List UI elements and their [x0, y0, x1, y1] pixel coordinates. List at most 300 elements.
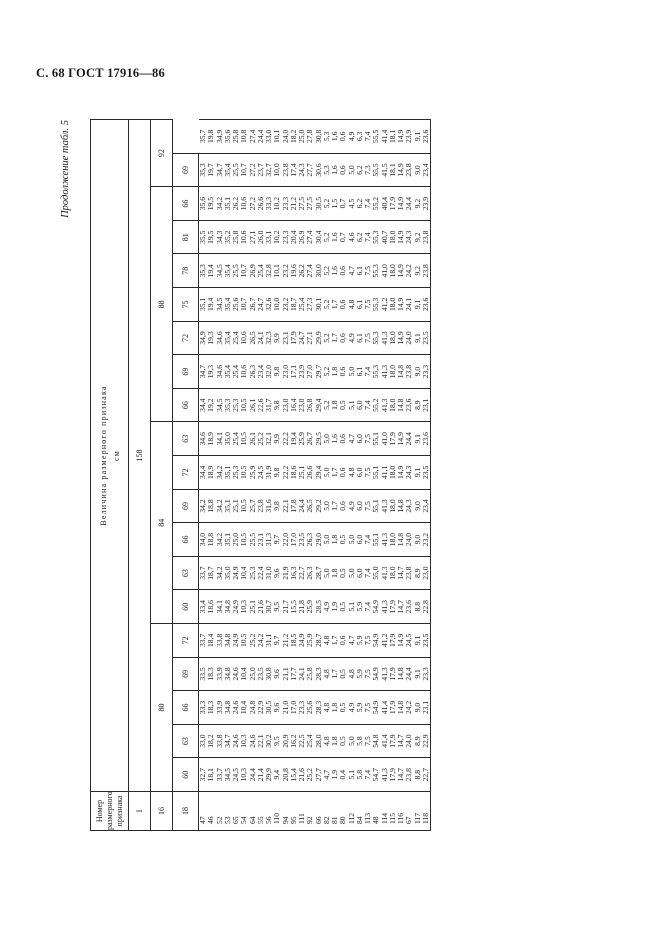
value-cell: 25,6: [232, 288, 240, 322]
value-cell: 35,1: [224, 489, 232, 523]
value-cell: 5,9: [356, 624, 364, 658]
value-cell: 41,4: [381, 691, 389, 725]
value-cell: 24,0: [405, 523, 413, 557]
value-cell: 24,6: [232, 691, 240, 725]
value-cell: 7,5: [364, 724, 372, 758]
value-cell: 0,6: [339, 355, 347, 389]
value-cell: 31,3: [265, 523, 273, 557]
value-cell: 23,7: [257, 153, 265, 187]
value-cell: 30,8: [315, 120, 323, 154]
value-cell: 34,8: [224, 691, 232, 725]
value-cell: 23,3: [282, 187, 290, 221]
value-cell: 24,8: [249, 691, 257, 725]
value-cell: 35,4: [224, 254, 232, 288]
value-cell: 4,8: [323, 657, 331, 691]
value-cell: 34,1: [216, 590, 224, 624]
value-cell: 24,4: [405, 187, 413, 221]
value-cell: 35,1: [224, 456, 232, 490]
value-cell: 18,1: [207, 758, 215, 792]
value-cell: 29,5: [315, 422, 323, 456]
value-cell: 33,8: [216, 724, 224, 758]
value-cell: 6,1: [356, 288, 364, 322]
value-cell: 21,2: [282, 624, 290, 658]
value-cell: 54,7: [372, 758, 380, 792]
value-cell: 35,3: [199, 153, 208, 187]
value-cell: 14,9: [397, 422, 405, 456]
value-cell: 23,4: [257, 355, 265, 389]
value-cell: 1,7: [331, 657, 339, 691]
value-cell: 25,1: [232, 489, 240, 523]
value-cell: 1,8: [331, 388, 339, 422]
value-cell: 9,0: [414, 691, 422, 725]
value-cell: 26,3: [249, 355, 257, 389]
value-cell: 35,3: [199, 254, 208, 288]
value-cell: 55,0: [372, 556, 380, 590]
value-cell: 10,0: [273, 153, 281, 187]
value-cell: 25,4: [232, 321, 240, 355]
value-cell: 17,0: [290, 691, 298, 725]
value-cell: 54,9: [372, 657, 380, 691]
value-cell: 23,8: [405, 153, 413, 187]
value-cell: 32,0: [265, 355, 273, 389]
row-number-cell: 84: [356, 792, 364, 831]
value-cell: 5,2: [323, 220, 331, 254]
value-cell: 10,6: [240, 187, 248, 221]
value-cell: 28,7: [315, 556, 323, 590]
value-cell: 18,0: [389, 456, 397, 490]
value-cell: 5,8: [356, 724, 364, 758]
value-cell: 25,5: [232, 254, 240, 288]
value-cell: 23,6: [422, 422, 431, 456]
value-cell: 22,2: [282, 422, 290, 456]
value-cell: 9,2: [414, 187, 422, 221]
value-cell: 1,7: [331, 624, 339, 658]
header-size-col: 69: [173, 657, 199, 691]
value-cell: 29,2: [315, 489, 323, 523]
value-cell: 6,2: [356, 153, 364, 187]
value-cell: 17,9: [389, 187, 397, 221]
value-cell: 22,6: [257, 388, 265, 422]
row-number-cell: 81: [331, 792, 339, 831]
value-cell: 30,5: [315, 187, 323, 221]
value-cell: 23,9: [422, 187, 431, 221]
value-cell: 30,1: [315, 288, 323, 322]
value-cell: 4,5: [348, 187, 356, 221]
value-cell: 30,5: [265, 691, 273, 725]
value-cell: 5,0: [348, 523, 356, 557]
value-cell: 24,1: [405, 288, 413, 322]
header-number-label: Номер размерного признака: [91, 792, 129, 831]
value-cell: 1,8: [331, 355, 339, 389]
value-cell: 8,8: [414, 758, 422, 792]
value-cell: 17,9: [389, 758, 397, 792]
value-cell: 5,2: [323, 187, 331, 221]
value-cell: 24,6: [232, 657, 240, 691]
value-cell: 34,5: [216, 288, 224, 322]
value-cell: 23,1: [282, 321, 290, 355]
row-number-cell: 66: [315, 792, 323, 831]
value-cell: 19,3: [207, 355, 215, 389]
value-cell: 9,8: [273, 456, 281, 490]
value-cell: 0,5: [339, 556, 347, 590]
value-cell: 14,9: [397, 187, 405, 221]
value-cell: 23,5: [257, 657, 265, 691]
row-number-cell: 110: [273, 792, 281, 831]
value-cell: 25,4: [306, 724, 314, 758]
value-cell: 54,8: [372, 724, 380, 758]
value-cell: 17,1: [290, 355, 298, 389]
value-cell: 23,8: [422, 220, 431, 254]
value-cell: 20,9: [282, 724, 290, 758]
header-size-col: 66: [173, 691, 199, 725]
value-cell: 55,2: [372, 187, 380, 221]
value-cell: 25,3: [249, 556, 257, 590]
value-cell: 10,4: [240, 691, 248, 725]
value-cell: 18,3: [207, 657, 215, 691]
header-size-col: 60: [173, 590, 199, 624]
value-cell: 8,9: [414, 724, 422, 758]
value-cell: 29,9: [315, 321, 323, 355]
row-number-cell: 114: [381, 792, 389, 831]
value-cell: 10,6: [240, 220, 248, 254]
value-cell: 23,8: [405, 556, 413, 590]
value-cell: 5,0: [323, 489, 331, 523]
value-cell: 4,8: [323, 691, 331, 725]
value-cell: 18,0: [389, 220, 397, 254]
row-number-cell: 46: [207, 792, 215, 831]
value-cell: 29,7: [315, 355, 323, 389]
value-cell: 26,2: [232, 187, 240, 221]
value-cell: 23,1: [257, 523, 265, 557]
value-cell: 21,1: [282, 657, 290, 691]
value-cell: 27,7: [306, 153, 314, 187]
table-caption: Продолжение табл. 5: [60, 120, 71, 218]
value-cell: 24,3: [298, 153, 306, 187]
value-cell: 4,7: [323, 758, 331, 792]
value-cell: 55,3: [372, 321, 380, 355]
value-cell: 28,3: [315, 657, 323, 691]
header-unit: см: [111, 450, 121, 462]
value-cell: 26,2: [298, 254, 306, 288]
value-cell: 14,8: [397, 657, 405, 691]
value-cell: 24,0: [405, 724, 413, 758]
value-cell: 6,0: [356, 422, 364, 456]
value-cell: 9,1: [414, 321, 422, 355]
value-cell: 14,7: [397, 590, 405, 624]
value-cell: 17,7: [290, 657, 298, 691]
value-cell: 35,4: [224, 153, 232, 187]
value-cell: 10,4: [240, 657, 248, 691]
value-cell: 18,0: [389, 288, 397, 322]
value-cell: 10,5: [240, 624, 248, 658]
value-cell: 19,5: [207, 220, 215, 254]
value-cell: 24,9: [232, 624, 240, 658]
value-cell: 26,8: [306, 388, 314, 422]
value-cell: 10,1: [273, 120, 281, 154]
header-size-col: 66: [173, 187, 199, 221]
value-cell: 41,3: [381, 590, 389, 624]
header-size-col: 69: [173, 153, 199, 187]
row-number-cell: 94: [282, 792, 290, 831]
value-cell: 0,6: [339, 624, 347, 658]
value-cell: 27,4: [306, 220, 314, 254]
value-cell: 0,6: [339, 422, 347, 456]
value-cell: 4,8: [348, 657, 356, 691]
value-cell: 25,9: [306, 624, 314, 658]
value-cell: 9,0: [414, 355, 422, 389]
value-cell: 32,6: [265, 288, 273, 322]
value-cell: 10,2: [273, 220, 281, 254]
value-cell: 23,0: [298, 388, 306, 422]
value-cell: 24,7: [257, 288, 265, 322]
value-cell: 32,1: [265, 422, 273, 456]
value-cell: 23,3: [282, 220, 290, 254]
value-cell: 22,5: [298, 724, 306, 758]
value-cell: 31,9: [265, 456, 273, 490]
value-cell: 25,9: [249, 456, 257, 490]
value-cell: 17,9: [290, 321, 298, 355]
value-cell: 6,0: [356, 456, 364, 490]
value-cell: 55,5: [372, 120, 380, 154]
value-cell: 5,0: [348, 355, 356, 389]
value-cell: 21,9: [282, 556, 290, 590]
value-cell: 35,0: [224, 556, 232, 590]
value-cell: 9,0: [414, 153, 422, 187]
value-cell: 23,5: [422, 624, 431, 658]
header-size-col: 66: [173, 388, 199, 422]
value-cell: 25,7: [249, 489, 257, 523]
value-cell: 34,7: [216, 153, 224, 187]
value-cell: 24,0: [282, 120, 290, 154]
value-cell: 34,5: [216, 388, 224, 422]
value-cell: 25,0: [249, 657, 257, 691]
value-cell: 18,0: [389, 388, 397, 422]
value-cell: 14,7: [397, 556, 405, 590]
value-cell: 35,4: [224, 288, 232, 322]
value-cell: 26,3: [306, 523, 314, 557]
value-cell: 19,3: [207, 321, 215, 355]
value-cell: 25,1: [298, 456, 306, 490]
value-cell: 30,4: [315, 220, 323, 254]
row-number-cell: 52: [216, 792, 224, 831]
row-number-cell: 55: [257, 792, 265, 831]
row-number-cell: 115: [389, 792, 397, 831]
value-cell: 28,7: [315, 624, 323, 658]
value-cell: 18,4: [207, 624, 215, 658]
header-size-col: 78: [173, 254, 199, 288]
value-cell: 10,2: [273, 187, 281, 221]
value-cell: 9,1: [414, 288, 422, 322]
value-cell: 7,5: [364, 422, 372, 456]
value-cell: 6,3: [356, 120, 364, 154]
value-cell: 24,9: [232, 590, 240, 624]
value-cell: 23,0: [282, 388, 290, 422]
value-cell: 14,8: [397, 691, 405, 725]
value-cell: 35,1: [224, 187, 232, 221]
value-cell: 29,4: [315, 456, 323, 490]
value-cell: 34,8: [224, 657, 232, 691]
value-cell: 14,9: [397, 288, 405, 322]
row-number-cell: 118: [422, 792, 431, 831]
value-cell: 7,5: [364, 691, 372, 725]
value-cell: 14,9: [397, 220, 405, 254]
value-cell: 55,1: [372, 489, 380, 523]
value-cell: 9,0: [414, 489, 422, 523]
value-cell: 33,0: [265, 120, 273, 154]
value-cell: 5,2: [323, 288, 331, 322]
value-cell: 21,6: [257, 590, 265, 624]
value-cell: 23,6: [405, 590, 413, 624]
value-cell: 15,4: [290, 758, 298, 792]
header-top-158: 158: [129, 120, 151, 792]
value-cell: 23,6: [405, 388, 413, 422]
value-cell: 24,1: [298, 657, 306, 691]
value-cell: 55,1: [372, 422, 380, 456]
value-cell: 24,5: [405, 624, 413, 658]
value-cell: 0,5: [339, 388, 347, 422]
value-cell: 22,0: [282, 523, 290, 557]
value-cell: 34,8: [224, 590, 232, 624]
value-cell: 5,8: [356, 758, 364, 792]
value-cell: 9,2: [414, 220, 422, 254]
header-size-col: 63: [173, 422, 199, 456]
header-size-col: 69: [173, 355, 199, 389]
value-cell: 1,8: [331, 556, 339, 590]
row-number-cell: 95: [290, 792, 298, 831]
value-cell: 19,7: [207, 153, 215, 187]
value-cell: 23,5: [422, 456, 431, 490]
value-cell: 26,7: [249, 288, 257, 322]
value-cell: 9,5: [273, 590, 281, 624]
value-cell: 9,2: [414, 254, 422, 288]
value-cell: 8,9: [414, 388, 422, 422]
value-cell: 34,6: [216, 321, 224, 355]
value-cell: 23,3: [298, 691, 306, 725]
value-cell: 5,0: [323, 556, 331, 590]
value-cell: 30,8: [265, 657, 273, 691]
value-cell: 34,4: [199, 456, 208, 490]
value-cell: 55,3: [372, 254, 380, 288]
value-cell: 22,1: [282, 489, 290, 523]
value-cell: 7,4: [364, 590, 372, 624]
value-cell: 41,3: [381, 489, 389, 523]
row-number-cell: 117: [414, 792, 422, 831]
value-cell: 33,7: [199, 624, 208, 658]
value-cell: 1,7: [331, 489, 339, 523]
value-cell: 54,9: [372, 624, 380, 658]
value-cell: 0,6: [339, 489, 347, 523]
value-cell: 1,6: [331, 120, 339, 154]
value-cell: 17,9: [389, 590, 397, 624]
value-cell: 19,4: [207, 288, 215, 322]
value-cell: 55,3: [372, 220, 380, 254]
value-cell: 22,9: [257, 691, 265, 725]
value-cell: 7,4: [364, 120, 372, 154]
value-cell: 41,5: [381, 153, 389, 187]
value-cell: 33,9: [216, 691, 224, 725]
value-cell: 25,4: [232, 355, 240, 389]
value-cell: 7,5: [364, 288, 372, 322]
value-cell: 9,6: [273, 556, 281, 590]
value-cell: 26,6: [306, 456, 314, 490]
row-number-cell: 64: [249, 792, 257, 831]
value-cell: 1,7: [331, 288, 339, 322]
value-cell: 31,7: [265, 388, 273, 422]
value-cell: 23,6: [422, 120, 431, 154]
value-cell: 10,6: [240, 355, 248, 389]
value-cell: 8,9: [414, 556, 422, 590]
value-cell: 18,0: [389, 523, 397, 557]
value-cell: 27,7: [315, 758, 323, 792]
value-cell: 33,4: [199, 590, 208, 624]
value-cell: 34,7: [224, 724, 232, 758]
value-cell: 18,7: [290, 288, 298, 322]
value-cell: 33,0: [199, 724, 208, 758]
value-cell: 18,2: [290, 120, 298, 154]
value-cell: 9,0: [414, 523, 422, 557]
value-cell: 7,4: [364, 758, 372, 792]
value-cell: 19,4: [290, 422, 298, 456]
value-cell: 30,0: [315, 254, 323, 288]
value-cell: 5,0: [348, 153, 356, 187]
value-cell: 6,0: [356, 556, 364, 590]
value-cell: 5,0: [348, 724, 356, 758]
row-number-cell: 111: [298, 792, 306, 831]
value-cell: 24,4: [298, 489, 306, 523]
value-cell: 1,9: [331, 590, 339, 624]
value-cell: 5,0: [348, 556, 356, 590]
value-cell: 0,6: [339, 456, 347, 490]
value-cell: 0,6: [339, 288, 347, 322]
value-cell: 14,8: [397, 355, 405, 389]
value-cell: 18,5: [290, 624, 298, 658]
value-cell: 1,8: [331, 691, 339, 725]
value-cell: 1,8: [331, 523, 339, 557]
value-cell: 9,1: [414, 624, 422, 658]
value-cell: 41,2: [381, 288, 389, 322]
value-cell: 25,0: [232, 523, 240, 557]
value-cell: 27,8: [306, 120, 314, 154]
value-cell: 17,9: [389, 691, 397, 725]
value-cell: 32,3: [265, 321, 273, 355]
table-row: [422, 120, 431, 831]
value-cell: 18,8: [207, 523, 215, 557]
header-second-92: 92: [151, 120, 173, 187]
value-cell: 14,7: [397, 758, 405, 792]
value-cell: 34,2: [216, 556, 224, 590]
value-cell: 41,3: [381, 355, 389, 389]
value-cell: 23,1: [422, 388, 431, 422]
value-cell: 25,3: [232, 456, 240, 490]
value-cell: 5,2: [323, 355, 331, 389]
value-cell: 33,3: [199, 691, 208, 725]
value-cell: 34,4: [199, 388, 208, 422]
value-cell: 30,7: [265, 590, 273, 624]
value-cell: 34,0: [199, 523, 208, 557]
value-cell: 14,7: [397, 724, 405, 758]
row-number-cell: 80: [339, 792, 347, 831]
value-cell: 33,3: [265, 187, 273, 221]
value-cell: 9,8: [273, 388, 281, 422]
row-number-cell: 67: [405, 792, 413, 831]
value-cell: 21,2: [290, 187, 298, 221]
value-cell: 4,9: [348, 120, 356, 154]
row-number-cell: 82: [323, 792, 331, 831]
value-cell: 54,9: [372, 691, 380, 725]
value-cell: 32,7: [199, 758, 208, 792]
value-cell: 14,8: [397, 388, 405, 422]
value-cell: 55,3: [372, 355, 380, 389]
